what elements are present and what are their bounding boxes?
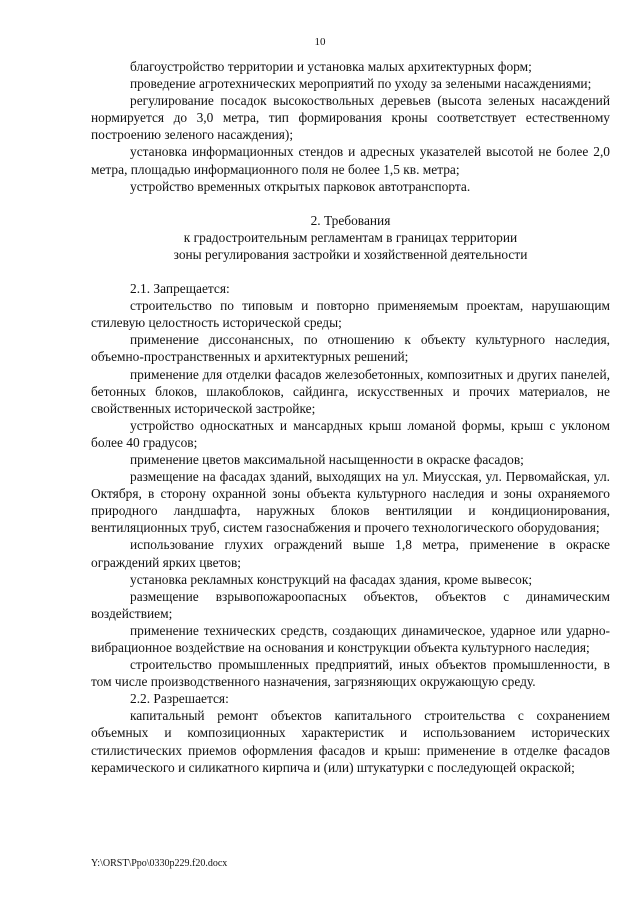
section-subtitle: к градостроительным регламентам в границах территории [183, 229, 518, 245]
subsection-heading: 2.2. Разрешается: [130, 691, 229, 707]
paragraph: благоустройство территории и установка малых архитектурных форм; [130, 59, 532, 74]
list-item: применение цветов максимальной насыщенности в окраске фасадов; [130, 451, 524, 467]
spacer [91, 195, 610, 212]
list-item: применение технических средств, создающих динамическое, ударное или ударно-вибрационное воздействие на основания и конструкции объекта культурного наследия; [91, 622, 610, 655]
paragraph: установка информационных стендов и адресных указателей высотой не более 2,0 метра, площадью информационного поля не более 1,5 кв. метра; [91, 144, 610, 177]
list-item: размещение на фасадах зданий, выходящих на ул. Миусская, ул. Первомайская, ул. Октября, в сторону охранной зоны объекта культурного наследия и зоны охраняемого природного ландшафта, наружных блоков вентиляции и кондиционирования, вентиляционных труб, систем газоснабжения и прочего технологического оборудования; [91, 469, 610, 536]
list-item: использование глухих ограждений выше 1,8 метра, применение в окраске ограждений ярких цветов; [91, 537, 610, 570]
section-title: 2. Требования [310, 212, 391, 228]
page-number: 10 [314, 36, 326, 48]
file-path-footer: Y:\ORST\Ppo\0330p229.f20.docx [91, 858, 228, 869]
paragraph: проведение агротехнических мероприятий по уходу за зелеными насаждениями; [130, 76, 592, 92]
paragraph: регулирование посадок высокоствольных деревьев (высота зеленых насаждений нормируется до 3,0 метра, тип формирования кроны соответствует естественному построению зеленого насаждения); [91, 93, 610, 143]
list-item: строительство промышленных предприятий, иных объектов промышленности, в том числе производственного назначения, загрязняющих окружающую среду. [91, 657, 610, 690]
list-item: капитальный ремонт объектов капитального строительства с сохранением объемных и композиционных характеристик и использованием исторических стилистических приемов оформления фасадов и крыш: применение в отделке фасадов керамического и силикатного кирпича и (или) штукатурки с последующей окраской; [91, 708, 610, 775]
spacer [91, 263, 610, 280]
section-subtitle: зоны регулирования застройки и хозяйственной деятельности [173, 246, 528, 262]
list-item: строительство по типовым и повторно применяемым проектам, нарушающим стилевую целостность исторической среды; [91, 298, 610, 331]
list-item: устройство односкатных и мансардных крыш ломаной формы, крыш с уклоном более 40 градусов; [91, 417, 610, 450]
list-item: применение для отделки фасадов железобетонных, композитных и других панелей, бетонных блоков, шлакоблоков, сайдинга, искусственных и прочих материалов, не свойственных исторической застройке; [91, 366, 610, 416]
subsection-heading: 2.1. Запрещается: [130, 281, 230, 297]
list-item: размещение взрывопожароопасных объектов, объектов с динамическим воздействием; [91, 588, 610, 621]
list-item: применение диссонансных, по отношению к объекту культурного наследия, объемно-пространственных и архитектурных решений; [91, 332, 610, 365]
paragraph: устройство временных открытых парковок автотранспорта. [130, 178, 471, 194]
document-body [91, 58, 610, 776]
list-item: установка рекламных конструкций на фасадах здания, кроме вывесок; [130, 571, 533, 587]
